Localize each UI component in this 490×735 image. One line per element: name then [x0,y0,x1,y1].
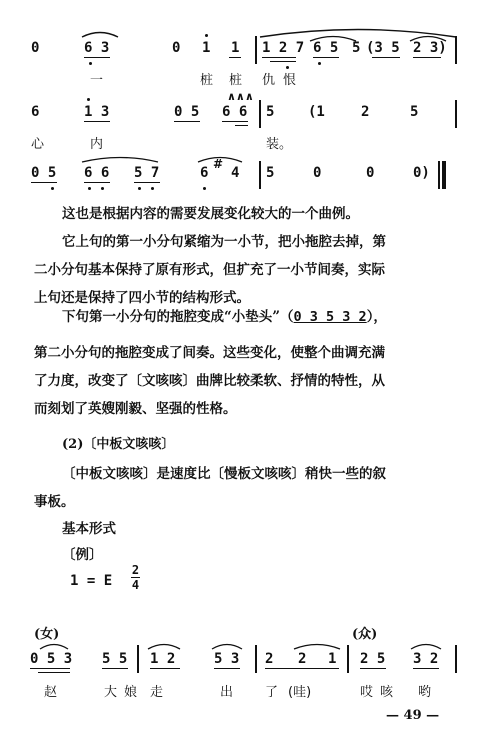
lyric: 哎 [360,685,374,700]
slur [80,28,120,38]
lyric: 心 [31,137,45,152]
underline [413,668,439,669]
note-dot [138,187,141,190]
paragraph-line: 二小分句基本保持了原有形式，但扩充了一小节间奏，实际 [34,262,385,278]
note: 0 [172,40,181,56]
bar-line [455,100,457,128]
underline [134,182,160,183]
lyric: 桩 [200,73,214,88]
note: 6 5 [313,40,339,56]
note-dot [88,187,91,190]
final-bar-thick [442,161,446,189]
note: 3 2 [413,651,439,667]
slur [409,640,443,650]
note-dot [203,187,206,190]
note-dot [151,187,154,190]
underline [372,57,400,58]
lyric: 了 [265,685,279,700]
slur [308,32,358,42]
bar-line [347,645,349,673]
note: 2 [361,104,370,120]
note: 6 [200,165,209,181]
note: 2 [298,651,307,667]
note: 1 2 [150,651,176,667]
slur [38,640,70,650]
bar-line [259,100,261,128]
underline [30,668,70,669]
note: 0) [413,165,430,181]
note: 6 6 [84,165,110,181]
time-bottom: 4 [131,578,140,592]
slur [210,640,244,650]
lyric: 装。 [266,137,293,152]
note-dot [89,62,92,65]
lyric: 仇 [262,73,276,88]
slur [146,640,182,650]
underline [229,57,241,58]
slur [80,153,160,163]
note: 5 [266,104,275,120]
paragraph-text: ）， [366,309,387,325]
note: 0 5 3 [30,651,73,667]
underline [84,57,110,58]
lyric: 娘 [124,685,138,700]
inline-notation: 0 3 5 3 2 [293,309,367,325]
underline [31,182,57,183]
role-label: (众) [352,627,378,642]
note: 1 [328,651,337,667]
paragraph-line: 了力度，改变了〔文咳咳〕曲牌比较柔软、抒情的特性，从 [34,373,385,389]
note: 1 [202,40,211,56]
underline [265,668,339,669]
note: 5 3 [214,651,240,667]
note: 5 [266,165,275,181]
paragraph-line: 事板。 [34,494,75,510]
underline [84,121,110,122]
bar-line [455,645,457,673]
underline [84,182,110,183]
underline [313,57,339,58]
underline [214,668,240,669]
note-dot [101,187,104,190]
note: 0 5 [174,104,200,120]
paragraph-line: 而刻划了英嫂刚毅、坚强的性格。 [34,401,237,417]
underline [150,668,180,669]
paragraph-line: 〔中板文咳咳〕是速度比〔慢板文咳咳〕稍快一些的叙 [62,466,386,482]
time-top: 2 [131,563,140,577]
underline [270,61,296,62]
key-signature [70,570,112,589]
note: 2 [265,651,274,667]
underline [235,125,248,126]
key-text: 1 = E [70,573,113,589]
note: 5 7 [134,165,160,181]
underline [102,668,128,669]
note: 0 [31,40,40,56]
underline [413,57,441,58]
note: 1 2 7 [262,40,305,56]
paragraph-line: 它上句的第一小分句紧缩为一小节，把小拖腔去掉，第 [62,234,386,250]
example-label: 〔例〕 [62,547,103,563]
note: 2 5 [360,651,386,667]
lyric: 桩 [229,73,243,88]
paragraph: 这也是根据内容的需要发展变化较大的一个曲例。 [62,206,359,222]
note: 1 3 [84,104,110,120]
note: 5 [352,40,361,56]
note: 0 [366,165,375,181]
lyric: 走 [150,685,164,700]
underline [262,57,296,58]
note-dot [205,34,208,37]
section-heading: (2)〔中板文咳咳〕 [62,437,175,452]
ornament-icon: ∧∧∧ [227,90,254,103]
underline [38,672,70,673]
final-bar-thin [438,161,440,189]
bar-line [137,645,139,673]
note: 4 [231,165,240,181]
lyric: 恨 [283,73,297,88]
lyric: 哟 [418,685,432,700]
subheading: 基本形式 [62,521,116,537]
page-number: — 49 — [386,708,440,723]
note-dot [87,98,90,101]
note: (3 5 [366,40,400,56]
note: 5 5 [102,651,128,667]
paragraph-line: 第二小分句的拖腔变成了间奏。这些变化，使整个曲调充满 [34,345,385,361]
note: 1 [231,40,240,56]
note: 0 [313,165,322,181]
slur [196,153,244,163]
slur [292,640,342,650]
note: 5 [410,104,419,120]
lyric: (哇) [288,685,312,700]
lyric: 出 [220,685,234,700]
note: 2 3) [413,40,447,56]
note: (1 [308,104,325,120]
bar-line [255,645,257,673]
paragraph-line [62,303,387,331]
lyric: 一 [90,73,104,88]
paragraph-text: 下句第一小分句的拖腔变成“小垫头”（ [62,309,294,325]
underline [174,121,200,122]
role-label: (女) [34,627,60,642]
underline [360,668,386,669]
note: 0 5 [31,165,57,181]
note-dot [51,187,54,190]
bar-line [455,36,457,64]
sharp-sign: # [213,157,224,171]
bar-line [255,36,257,64]
paragraph-line: 上句还是保持了四小节的结构形式。 [34,290,250,306]
lyric: 内 [90,137,104,152]
note-dot [318,62,321,65]
note: 6 6 [222,104,248,120]
time-signature [131,563,140,592]
underline [222,121,248,122]
slur [408,32,448,42]
lyric: 大 [104,685,118,700]
lyric: 赵 [44,685,58,700]
bar-line [259,161,261,189]
note: 6 3 [84,40,110,56]
lyric: 咳 [380,685,394,700]
note: 6 [31,104,40,120]
